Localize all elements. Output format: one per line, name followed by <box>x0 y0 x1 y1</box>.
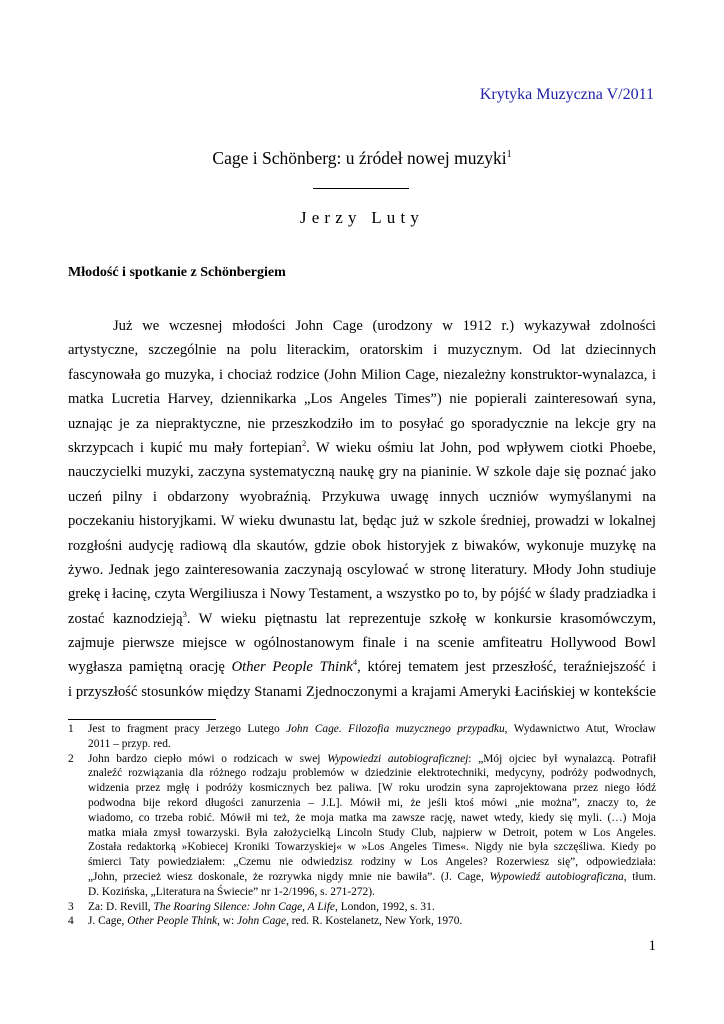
italic-title: The Roaring Silence: John Cage, A Life <box>153 900 335 913</box>
text-run: D. Kozińska, „Literatura na Świecie” nr 1-2/1996, s. 271-272). <box>88 885 375 898</box>
paragraph-line: matka Lucretia Harvey, dziennikarka „Los Angeles Times”) nie popierali zainteresowań syna, <box>68 391 656 408</box>
title-divider <box>313 188 409 189</box>
text-run: John bardzo ciepło mówi o rodzicach w swej <box>88 752 328 765</box>
footnote <box>68 722 656 752</box>
text-run: matka miała zmysł towarzyski. Była założycielką Lincoln Study Club, najpierw w Detroit, potem w Los Angeles. <box>88 826 656 839</box>
footnote-ref[interactable]: 3 <box>182 608 187 619</box>
footnote-line <box>88 766 656 781</box>
paragraph-line <box>68 655 656 679</box>
paragraph-line: grekę i łacinę, czyta Wergiliusza i Nowy Testament, a wszystko po to, by pójść w ślady pradziadka i <box>68 586 656 603</box>
text-run: Została redaktorką »Kobiecej Kroniki Towarzyskiej« w »Los Angeles Times«. Nigdy nie była szczęśliwa. Kiedy po <box>88 841 656 854</box>
paragraph-line: uczeń pilny i obdarzony wyobraźnią. Przykuwa uwagę innych uczniów wymyślanymi na <box>68 488 656 505</box>
footnote-line <box>88 914 656 929</box>
footnote-line <box>88 855 656 870</box>
paragraph-line: fascynowała go muzyka, i chociaż rodzice (John Milion Cage, niezależny konstruktor-wynalazca, i <box>68 366 656 383</box>
author-name: Jerzy Luty <box>299 208 425 227</box>
paragraph-line: artystyczne, szczególnie na polu literackim, oratorskim i muzycznym. Od lat dziecinnych <box>68 342 656 359</box>
paragraph-line: rozgłośni audycję radiową dla skautów, gdzie obok historyjek z biwaków, wykonuje muzykę na <box>68 537 656 554</box>
text-run: , Wydawnictwo Atut, Wrocław <box>504 723 656 735</box>
section-heading: Młodość i spotkanie z Schönbergiem <box>68 265 286 280</box>
paragraph-line: Już we wczesnej młodości John Cage (urodzony w 1912 r.) wykazywał zdolności <box>113 318 656 334</box>
footnote-ref[interactable]: 2 <box>301 438 307 449</box>
footnote-number: 2 <box>68 752 74 765</box>
text-run: . W wieku ośmiu lat John, pod wpływem ciotki Phoebe, <box>306 439 657 456</box>
footnote-number: 4 <box>68 915 74 928</box>
body-paragraph <box>68 314 656 704</box>
text-run: „John, przecież wiesz doskonale, że rozrywka nigdy mnie nie bawiła”. (J. Cage, <box>88 870 490 883</box>
footnote <box>68 752 656 900</box>
footnote-line <box>88 826 656 841</box>
text-run: 2011 – przyp. red. <box>88 737 171 750</box>
footnote-line <box>88 811 656 826</box>
text-run: Za: D. Revill, <box>88 900 154 913</box>
text-run: wiadomo, co trzeba robić. Mówił mi też, że moja matka ma zawsze rację, nawet wtedy, kiedy się myli. (…) Moja <box>88 811 656 824</box>
italic-title: Wypowiedź autobiograficzna <box>489 870 624 883</box>
footnote-ref[interactable]: 4 <box>352 657 358 668</box>
footnote <box>68 900 656 915</box>
footnote-line <box>88 870 656 885</box>
footnote-number: 3 <box>68 900 74 913</box>
article-title-text: Cage i Schönberg: u źródeł nowej muzyki <box>212 148 507 168</box>
footnote-line <box>88 840 656 855</box>
text-run: śmierci Taty powiedziałem: „Czemu nie odwiedzisz rodziny w Los Angeles? Rozerwiesz się”, odpowiedziała: <box>88 856 656 869</box>
text-run: , red. R. Kostelanetz, New York, 1970. <box>286 915 463 928</box>
text-run: , w: <box>217 915 238 928</box>
text-run: znaleźć rozwiązania dla różnego rodzaju problemów w dziedzinie elektrotechniki, medycyny, podróży podwodnych, <box>88 767 656 780</box>
italic-title: Other People Think <box>127 915 218 928</box>
paragraph-line: poczekaniu historyjkami. W wieku dwunastu lat, będąc już w szkole średniej, prowadzi w lokalnej <box>68 513 656 530</box>
footnote-line <box>88 752 656 767</box>
text-run: : „Mój ojciec był wynalazcą. Potrafił <box>468 752 656 765</box>
footnote-number: 1 <box>68 723 74 735</box>
paragraph-line: i przyszłość stosunków między Stanami Zjednoczonymi a krajami Ameryki Łacińskiej w kontekście <box>68 683 656 700</box>
footnote-line <box>88 796 656 811</box>
italic-title: John Cage. Filozofia muzycznego przypadku <box>286 723 505 735</box>
journal-header: Krytyka Muzyczna V/2011 <box>479 86 654 103</box>
page-number: 1 <box>648 938 656 954</box>
footnote-line <box>88 737 656 752</box>
footnote-divider <box>68 719 216 720</box>
text-run: , tłum. <box>623 870 656 883</box>
footnote-line <box>88 900 656 915</box>
text-run: skrzypcach i kupić mu mały fortepian <box>68 439 302 456</box>
text-run: zostać kaznodzieją <box>68 610 183 627</box>
text-run: widzenia przez mgłę i podróży kosmicznych bez paliwa. [W roku urodzin syna zaprojektowana przez niego łódź <box>88 782 656 795</box>
paragraph-line: żywo. Jednak jego zainteresowania zaczynają oscylować w stronę literatury. Młody John studiuje <box>68 561 656 578</box>
footnote-ref[interactable]: 1 <box>506 149 512 161</box>
footnote <box>68 914 656 929</box>
text-run: Jest to fragment pracy Jerzego Lutego <box>88 723 287 735</box>
text-run: . W wieku piętnastu lat reprezentuje szkołę w konkursie krasomówczym, <box>186 610 656 627</box>
paragraph-line <box>68 436 656 460</box>
italic-title: John Cage <box>237 915 287 928</box>
paragraph-line: nauczycielki muzyki, zaczyna systematyczną naukę gry na pianinie. W szkole daje się poznać jako <box>68 464 656 481</box>
text-run: podwodna bije rekord długości zanurzenia – J.L]. Mówił mi, że jeśli ktoś mówi „nie można”, znaczy to, że <box>88 796 656 809</box>
footnote-line <box>88 781 656 796</box>
paragraph-line <box>68 607 656 631</box>
article-title <box>0 148 724 169</box>
footnote-line <box>88 885 656 900</box>
paragraph-line: zajmuje pierwsze miejsce w ogólnostanowym finale i na scenie amfiteatru Hollywood Bowl <box>68 635 656 652</box>
footnote-line <box>88 722 656 737</box>
text-run: wygłasza pamiętną orację <box>68 659 232 676</box>
italic-title: Other People Think <box>231 659 353 676</box>
text-run: J. Cage, <box>88 915 128 928</box>
footnotes <box>68 722 656 929</box>
text-run: , której tematem jest przeszłość, teraźniejszość i <box>357 659 656 676</box>
text-run: , London, 1992, s. 31. <box>335 900 435 913</box>
paragraph-line: uznając je za niepraktyczne, nie przeszkodziło im to posyłać go sporadycznie na lekcje gry na <box>68 415 656 432</box>
italic-title: Wypowiedzi autobiograficznej <box>327 752 469 765</box>
